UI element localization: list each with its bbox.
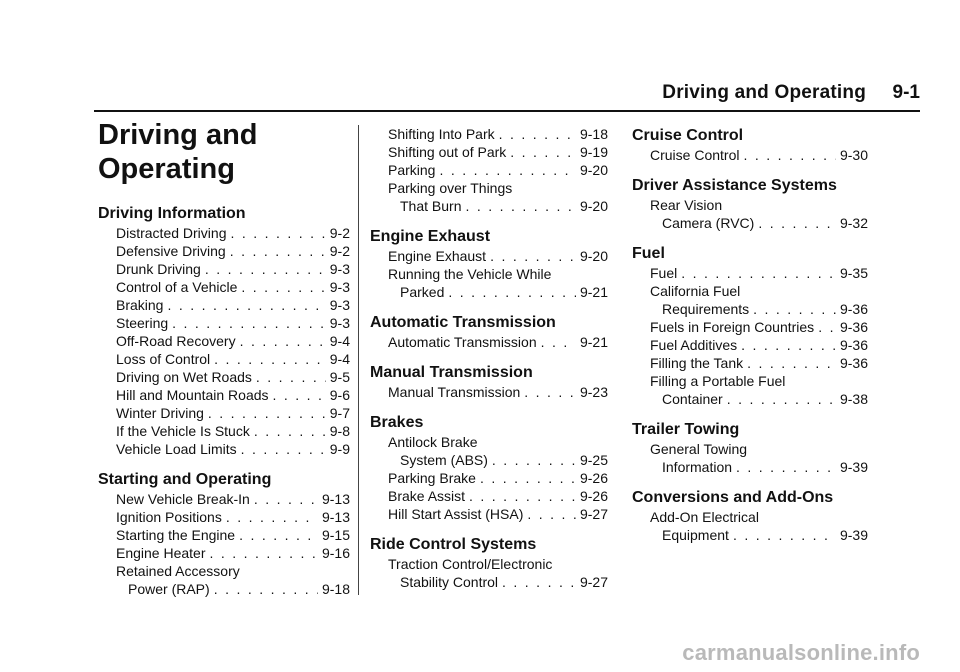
toc-entry-text: Driving on Wet Roads (116, 369, 252, 385)
toc-leader-dots (448, 283, 576, 301)
toc-entry-page: 9-36 (839, 355, 868, 371)
toc-entry-page: 9-25 (579, 452, 608, 468)
toc-leader-dots (208, 404, 326, 422)
toc-entry-page: 9-3 (329, 315, 350, 331)
toc-entry[interactable] (632, 264, 868, 282)
toc-entry-text: Manual Transmission (388, 384, 521, 400)
chapter-title (98, 118, 350, 186)
toc-entry[interactable] (98, 490, 350, 508)
toc-entry-page: 9-26 (579, 488, 608, 504)
toc-entry-text: Power (RAP) (128, 581, 210, 597)
toc-entry[interactable] (632, 282, 868, 318)
toc-entry-text: Parking (388, 162, 436, 178)
toc-entry[interactable] (370, 433, 608, 469)
toc-entry-page: 9-4 (329, 333, 350, 349)
toc-entry[interactable] (632, 440, 868, 476)
toc-section-title[interactable]: Starting and Operating (98, 471, 272, 488)
toc-entry[interactable] (98, 386, 350, 404)
toc-entry[interactable] (98, 422, 350, 440)
toc-section (370, 413, 608, 523)
toc-entry[interactable] (98, 562, 350, 598)
toc-entry[interactable] (632, 372, 868, 408)
toc-leader-dots (465, 197, 575, 215)
toc-entry-page: 9-30 (839, 147, 868, 163)
toc-entry[interactable] (98, 350, 350, 368)
toc-leader-dots (230, 242, 326, 260)
toc-entry-page: 9-9 (329, 441, 350, 457)
toc-section (98, 204, 350, 458)
toc-entry[interactable] (370, 265, 608, 301)
toc-leader-dots (226, 508, 318, 526)
toc-leader-dots (172, 314, 326, 332)
toc-entry-text: Drunk Driving (116, 261, 201, 277)
toc-entry-page: 9-27 (579, 574, 608, 590)
toc-entry-page: 9-21 (579, 284, 608, 300)
toc-entry-text: Engine Heater (116, 545, 206, 561)
toc-entry-page: 9-32 (839, 215, 868, 231)
toc-entry-text-line-1: Parking over Things (388, 180, 513, 196)
toc-leader-dots (490, 247, 576, 265)
toc-entry[interactable] (370, 469, 608, 487)
toc-leader-dots (214, 350, 326, 368)
toc-entry-page: 9-18 (321, 581, 350, 597)
toc-section (370, 227, 608, 301)
toc-entry[interactable] (632, 354, 868, 372)
toc-leader-dots (733, 526, 836, 544)
toc-section (632, 420, 868, 476)
toc-entry[interactable] (98, 296, 350, 314)
toc-leader-dots (256, 368, 326, 386)
toc-leader-dots (469, 487, 576, 505)
toc-entry[interactable] (98, 368, 350, 386)
toc-section-title[interactable]: Brakes (370, 414, 424, 431)
toc-entry-page: 9-35 (839, 265, 868, 281)
toc-entry-text: Parked (400, 284, 445, 300)
toc-entry-page: 9-39 (839, 527, 868, 543)
toc-entry[interactable] (98, 526, 350, 544)
toc-entry-text: Braking (116, 297, 164, 313)
toc-entry-page: 9-36 (839, 301, 868, 317)
toc-entry-page: 9-2 (329, 243, 350, 259)
toc-column-1 (98, 118, 350, 610)
toc-entry-page: 9-20 (579, 198, 608, 214)
toc-entry[interactable] (370, 505, 608, 523)
toc-leader-dots (273, 386, 326, 404)
toc-entry-text: Cruise Control (650, 147, 740, 163)
toc-entry-page: 9-39 (839, 459, 868, 475)
toc-leader-dots (239, 526, 318, 544)
toc-section-title[interactable]: Manual Transmission (370, 364, 533, 381)
toc-entry-text: Container (662, 391, 723, 407)
toc-entry[interactable] (632, 318, 868, 336)
toc-entry-text: Shifting out of Park (388, 144, 507, 160)
toc-entry[interactable] (370, 487, 608, 505)
toc-column-3 (632, 126, 868, 556)
toc-leader-dots (527, 505, 576, 523)
toc-entry[interactable] (370, 125, 608, 143)
toc-entry-text-line-1: Rear Vision (650, 197, 723, 213)
toc-entry-page: 9-23 (579, 384, 608, 400)
page-header-title: Driving and Operating (662, 82, 866, 103)
toc-section (632, 126, 868, 164)
page-number: 9-1 (892, 82, 920, 103)
toc-entry-page: 9-15 (321, 527, 350, 543)
toc-entry-text-line-1: Traction Control/Electronic (388, 556, 553, 572)
toc-leader-dots (758, 214, 836, 232)
toc-entry-text: That Burn (400, 198, 462, 214)
toc-leader-dots (241, 440, 326, 458)
toc-entry-text-line-1: Antilock Brake (388, 434, 478, 450)
toc-leader-dots (736, 458, 836, 476)
toc-entry[interactable] (370, 143, 608, 161)
toc-entry[interactable] (370, 247, 608, 265)
toc-entry[interactable] (98, 508, 350, 526)
chapter-title-line-1: Driving and (98, 119, 258, 151)
toc-column-2 (370, 125, 608, 603)
toc-entry-page: 9-20 (579, 248, 608, 264)
header-rule (94, 110, 920, 112)
toc-entry-text: Distracted Driving (116, 225, 227, 241)
toc-leader-dots (499, 125, 576, 143)
toc-section (632, 176, 868, 232)
toc-entry-page: 9-5 (329, 369, 350, 385)
toc-entry-page: 9-8 (329, 423, 350, 439)
toc-entry[interactable] (632, 196, 868, 232)
toc-entry-page: 9-7 (329, 405, 350, 421)
toc-entry[interactable] (370, 383, 608, 401)
toc-section-title[interactable]: Conversions and Add-Ons (632, 489, 834, 506)
toc-entry-text: Fuels in Foreign Countries (650, 319, 815, 335)
toc-entry-text: Brake Assist (388, 488, 466, 504)
toc-entry-page: 9-27 (579, 506, 608, 522)
toc-entry[interactable] (98, 260, 350, 278)
toc-entry-page: 9-26 (579, 470, 608, 486)
toc-leader-dots (510, 143, 576, 161)
toc-entry[interactable] (98, 278, 350, 296)
watermark: carmanualsonline.info (682, 640, 920, 665)
toc-entry-text-line-1: General Towing (650, 441, 748, 457)
toc-entry-page: 9-13 (321, 491, 350, 507)
toc-entry-text: Engine Exhaust (388, 248, 487, 264)
toc-entry-page: 9-36 (839, 337, 868, 353)
toc-leader-dots (254, 490, 318, 508)
toc-leader-dots (747, 354, 836, 372)
toc-entry-text: Ignition Positions (116, 509, 222, 525)
toc-section (370, 313, 608, 351)
toc-entry-page: 9-18 (579, 126, 608, 142)
toc-entry-page: 9-36 (839, 319, 868, 335)
toc-entry-page: 9-3 (329, 261, 350, 277)
toc-entry-text: Steering (116, 315, 169, 331)
toc-leader-dots (241, 278, 325, 296)
toc-entry-text: Shifting Into Park (388, 126, 495, 142)
toc-entry-text-line-1: California Fuel (650, 283, 741, 299)
toc-entry[interactable] (632, 146, 868, 164)
toc-entry-page: 9-21 (579, 334, 608, 350)
toc-leader-dots (681, 264, 836, 282)
toc-leader-dots (818, 318, 836, 336)
toc-leader-dots (480, 469, 576, 487)
toc-entry[interactable] (370, 555, 608, 591)
toc-leader-dots (240, 332, 326, 350)
toc-entry-text: Winter Driving (116, 405, 204, 421)
toc-entry[interactable] (98, 440, 350, 458)
toc-entry-text: Requirements (662, 301, 750, 317)
toc-section-title[interactable]: Ride Control Systems (370, 536, 537, 553)
toc-entry[interactable] (98, 332, 350, 350)
toc-entry-text: Stability Control (400, 574, 499, 590)
toc-entry-text: Automatic Transmission (388, 334, 537, 350)
toc-entry[interactable] (370, 333, 608, 351)
toc-section (632, 488, 868, 544)
toc-entry-text: Starting the Engine (116, 527, 236, 543)
toc-entry-page: 9-2 (329, 225, 350, 241)
toc-entry-text: Loss of Control (116, 351, 211, 367)
toc-entry-text-line-1: Filling a Portable Fuel (650, 373, 786, 389)
toc-entry-page: 9-4 (329, 351, 350, 367)
toc-leader-dots (743, 146, 835, 164)
toc-section (98, 470, 350, 598)
toc-entry-text-line-1: Retained Accessory (116, 563, 240, 579)
toc-leader-dots (741, 336, 836, 354)
toc-leader-dots (492, 451, 576, 469)
toc-section (632, 244, 868, 408)
toc-entry-text: Information (662, 459, 733, 475)
toc-entry[interactable] (370, 179, 608, 215)
toc-entry-page: 9-20 (579, 162, 608, 178)
toc-entry-text: Camera (RVC) (662, 215, 755, 231)
toc-leader-dots (205, 260, 326, 278)
toc-entry-text: Control of a Vehicle (116, 279, 238, 295)
toc-entry-page: 9-6 (329, 387, 350, 403)
toc-section-title[interactable]: Fuel (632, 245, 665, 262)
toc-leader-dots (214, 580, 318, 598)
toc-entry[interactable] (98, 224, 350, 242)
toc-entry-text: If the Vehicle Is Stuck (116, 423, 250, 439)
toc-leader-dots (439, 161, 576, 179)
toc-column-1-sections (98, 204, 350, 598)
toc-entry[interactable] (98, 404, 350, 422)
toc-entry-text: Fuel (650, 265, 678, 281)
toc-entry-text: Parking Brake (388, 470, 476, 486)
toc-section-title[interactable]: Driver Assistance Systems (632, 177, 837, 194)
toc-entry-page: 9-16 (321, 545, 350, 561)
toc-leader-dots (727, 390, 836, 408)
toc-entry-page: 9-3 (329, 279, 350, 295)
toc-entry-text-line-1: Running the Vehicle While (388, 266, 552, 282)
toc-section-title[interactable]: Engine Exhaust (370, 228, 491, 245)
toc-entry-text: Defensive Driving (116, 243, 226, 259)
toc-entry[interactable] (98, 544, 350, 562)
toc-entry-text: Fuel Additives (650, 337, 738, 353)
toc-entry-text-line-1: Add-On Electrical (650, 509, 759, 525)
toc-entry-text: New Vehicle Break-In (116, 491, 250, 507)
toc-section (370, 125, 608, 215)
toc-entry-text: Filling the Tank (650, 355, 744, 371)
toc-entry-text: Hill and Mountain Roads (116, 387, 269, 403)
toc-leader-dots (167, 296, 325, 314)
toc-entry[interactable] (98, 314, 350, 332)
toc-leader-dots (502, 573, 576, 591)
toc-section-title[interactable]: Driving Information (98, 205, 246, 222)
toc-leader-dots (230, 224, 325, 242)
toc-section-title[interactable]: Trailer Towing (632, 421, 740, 438)
column-divider (358, 125, 359, 595)
toc-section-title[interactable]: Automatic Transmission (370, 314, 556, 331)
toc-entry-text: Equipment (662, 527, 729, 543)
toc-entry-page: 9-38 (839, 391, 868, 407)
toc-entry[interactable] (98, 242, 350, 260)
toc-section (370, 535, 608, 591)
toc-entry-page: 9-19 (579, 144, 608, 160)
toc-entry-text: Hill Start Assist (HSA) (388, 506, 524, 522)
toc-section-title[interactable]: Cruise Control (632, 127, 744, 144)
toc-entry[interactable] (370, 161, 608, 179)
chapter-title-line-2: Operating (98, 153, 235, 185)
toc-entry-page: 9-3 (329, 297, 350, 313)
toc-entry[interactable] (632, 336, 868, 354)
toc-leader-dots (541, 333, 576, 351)
toc-leader-dots (524, 383, 576, 401)
toc-leader-dots (210, 544, 318, 562)
toc-entry-text: Off-Road Recovery (116, 333, 236, 349)
toc-leader-dots (753, 300, 836, 318)
toc-entry-page: 9-13 (321, 509, 350, 525)
toc-leader-dots (254, 422, 326, 440)
toc-entry-text: Vehicle Load Limits (116, 441, 237, 457)
toc-entry-text: System (ABS) (400, 452, 488, 468)
toc-section (370, 363, 608, 401)
toc-entry[interactable] (632, 508, 868, 544)
